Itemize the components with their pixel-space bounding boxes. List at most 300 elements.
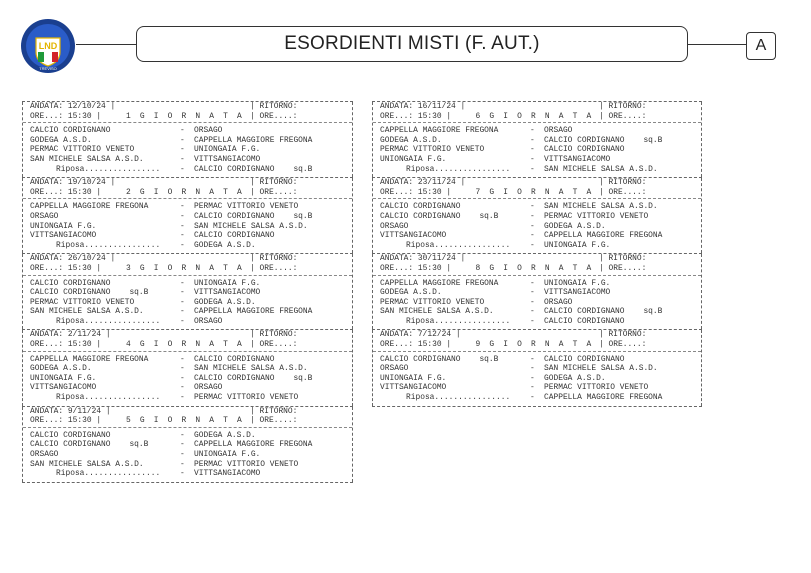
ore-label: ORE...: <box>380 263 414 273</box>
ritorno-label: RITORNO: <box>259 102 298 111</box>
away-team: GODEGA A.S.D. <box>544 373 606 383</box>
match-list <box>23 124 352 177</box>
ore-label: ORE...: <box>30 187 64 197</box>
match-row <box>23 231 352 241</box>
separator: | <box>460 102 466 111</box>
vs-dash: - <box>180 440 185 450</box>
ore-label: ORE...: <box>380 187 414 197</box>
separator: | <box>250 254 255 264</box>
separator: | <box>460 254 466 264</box>
home-team: SAN MICHELE SALSA A.S.D. <box>30 307 144 317</box>
round-block <box>22 101 353 177</box>
round-header-row-2 <box>373 188 701 198</box>
page-title <box>136 26 688 62</box>
home-team: VITTSANGIACOMO <box>30 383 97 393</box>
home-team: PERMAC VITTORIO VENETO <box>380 145 485 155</box>
separator: | <box>250 263 255 273</box>
group-badge <box>746 32 776 60</box>
round-time: 15:30 <box>67 111 92 121</box>
separator: | <box>599 263 604 273</box>
away-team: CAPPELLA MAGGIORE FREGONA <box>194 307 313 317</box>
vs-dash: - <box>180 307 185 317</box>
away-team: CAPPELLA MAGGIORE FREGONA <box>544 231 663 241</box>
vs-dash: - <box>530 383 535 393</box>
round-header-row-1 <box>23 178 352 188</box>
round-header-divider <box>23 427 352 428</box>
bye-row <box>23 469 352 479</box>
away-team: UNIONGAIA F.G. <box>194 278 261 288</box>
bye-label: Riposa................ <box>56 469 161 479</box>
match-row <box>23 155 352 165</box>
away-team: GODEGA A.S.D. <box>194 297 256 307</box>
round-header-row-1 <box>23 102 352 112</box>
bye-team: GODEGA A.S.D. <box>194 240 256 250</box>
away-team: SAN MICHELE SALSA A.S.D. <box>544 364 658 374</box>
match-row <box>373 298 701 308</box>
home-team: VITTSANGIACOMO <box>380 383 447 393</box>
bye-label: Riposa................ <box>56 316 161 326</box>
schedule-column-left <box>22 101 353 483</box>
vs-dash: - <box>180 164 185 174</box>
away-team: CALCIO CORDIGNANO <box>194 354 275 364</box>
vs-dash: - <box>530 354 535 364</box>
home-team: SAN MICHELE SALSA A.S.D. <box>30 154 144 164</box>
round-time: 15:30 <box>67 340 92 350</box>
round-header-divider <box>23 198 352 199</box>
match-row <box>373 364 701 374</box>
giornata-label: G I O R N A T A <box>139 111 244 121</box>
round-header-row-1 <box>23 330 352 340</box>
home-team: ORSAGO <box>30 211 59 221</box>
round-header-row-1 <box>23 254 352 264</box>
away-team: SAN MICHELE SALSA A.S.D. <box>544 202 658 212</box>
match-list <box>23 429 352 482</box>
match-list <box>373 124 701 177</box>
away-team: SAN MICHELE SALSA A.S.D. <box>194 221 308 231</box>
away-team: GODEGA A.S.D. <box>194 430 256 440</box>
ore-label: ORE...: <box>30 416 64 426</box>
vs-dash: - <box>180 135 185 145</box>
lnd-logo <box>20 18 76 74</box>
match-row <box>373 383 701 393</box>
ore-label: ORE...: <box>380 111 414 121</box>
bye-team: SAN MICHELE SALSA A.S.D. <box>544 164 658 174</box>
schedule-column-right <box>372 101 702 407</box>
separator: | <box>599 102 604 111</box>
match-row <box>373 212 701 222</box>
away-team: VITTSANGIACOMO <box>544 154 611 164</box>
bye-team: VITTSANGIACOMO <box>194 469 261 479</box>
match-row <box>23 383 352 393</box>
round-header-row-2 <box>23 188 352 198</box>
round-header-row-2 <box>23 264 352 274</box>
vs-dash: - <box>180 231 185 241</box>
vs-dash: - <box>530 211 535 221</box>
ritorno-label: RITORNO: <box>259 178 298 188</box>
away-team: CALCIO CORDIGNANO sq.B <box>544 307 663 317</box>
round-header-divider <box>23 351 352 352</box>
round-time: 15:30 <box>417 340 442 350</box>
andata-label: ANDATA: <box>30 254 64 264</box>
ore-label: ORE...: <box>30 111 64 121</box>
bye-label: Riposa................ <box>56 240 161 250</box>
giornata-label: G I O R N A T A <box>489 111 594 121</box>
bye-label: Riposa................ <box>56 164 161 174</box>
round-header-row-2 <box>373 340 701 350</box>
separator: | <box>599 254 604 264</box>
vs-dash: - <box>180 297 185 307</box>
separator: | <box>110 178 116 188</box>
away-team: CALCIO CORDIGNANO <box>544 354 625 364</box>
away-team: ORSAGO <box>544 126 573 136</box>
home-team: PERMAC VITTORIO VENETO <box>30 145 135 155</box>
home-team: VITTSANGIACOMO <box>380 231 447 241</box>
home-team: GODEGA A.S.D. <box>30 135 92 145</box>
bye-team: CALCIO CORDIGNANO sq.B <box>194 164 313 174</box>
bye-row <box>373 165 701 175</box>
group-letter: A <box>755 37 767 54</box>
ore-return-label: ORE....: <box>259 111 298 121</box>
bye-row <box>373 393 701 403</box>
away-team: VITTSANGIACOMO <box>194 288 261 298</box>
home-team: UNIONGAIA F.G. <box>30 373 97 383</box>
match-list <box>373 200 701 253</box>
away-team: CALCIO CORDIGNANO <box>544 145 625 155</box>
bye-label: Riposa................ <box>406 316 511 326</box>
vs-dash: - <box>180 354 185 364</box>
vs-dash: - <box>180 450 185 459</box>
match-row <box>23 279 352 289</box>
match-row <box>23 460 352 470</box>
round-header-row-1 <box>23 407 352 417</box>
separator: | <box>250 187 255 197</box>
round-number: 7 <box>475 187 483 197</box>
match-row <box>23 440 352 450</box>
vs-dash: - <box>530 373 535 383</box>
andata-label: ANDATA: <box>30 330 64 340</box>
giornata-label: G I O R N A T A <box>139 263 244 273</box>
vs-dash: - <box>530 316 535 326</box>
away-team: UNIONGAIA F.G. <box>194 145 261 155</box>
separator: | <box>250 340 255 350</box>
ritorno-label: RITORNO: <box>259 254 298 264</box>
away-team: ORSAGO <box>194 126 223 136</box>
home-team: CALCIO CORDIGNANO sq.B <box>380 354 499 364</box>
page-title-text: ESORDIENTI MISTI (F. AUT.) <box>284 33 540 54</box>
vs-dash: - <box>530 221 535 231</box>
home-team: UNIONGAIA F.G. <box>380 154 447 164</box>
away-team: CAPPELLA MAGGIORE FREGONA <box>194 135 313 145</box>
svg-text:LND: LND <box>38 41 58 51</box>
separator: | <box>599 178 604 188</box>
andata-label: ANDATA: <box>380 102 414 111</box>
match-list <box>373 277 701 330</box>
vs-dash: - <box>180 202 185 212</box>
away-team: PERMAC VITTORIO VENETO <box>194 459 299 469</box>
round-block <box>372 177 702 253</box>
round-date: 30/11/24 <box>417 254 456 264</box>
ore-return-label: ORE....: <box>608 340 647 350</box>
separator: | <box>446 187 452 197</box>
andata-label: ANDATA: <box>380 178 414 188</box>
vs-dash: - <box>180 469 185 479</box>
round-date: 2/11/24 <box>67 330 102 340</box>
round-block <box>372 101 702 177</box>
andata-label: ANDATA: <box>380 254 414 264</box>
vs-dash: - <box>180 126 185 136</box>
vs-dash: - <box>530 240 535 250</box>
match-row <box>373 155 701 165</box>
round-number: 9 <box>475 340 483 350</box>
match-row <box>23 288 352 298</box>
bye-row <box>373 241 701 251</box>
bye-label: Riposa................ <box>406 164 511 174</box>
vs-dash: - <box>180 278 185 288</box>
round-header-row-1 <box>373 254 701 264</box>
match-list <box>23 277 352 330</box>
match-row <box>23 307 352 317</box>
away-team: ORSAGO <box>544 297 573 307</box>
away-team: CALCIO CORDIGNANO <box>194 231 275 241</box>
vs-dash: - <box>180 211 185 221</box>
home-team: GODEGA A.S.D. <box>380 288 442 298</box>
round-time: 15:30 <box>417 187 442 197</box>
round-header-divider <box>373 198 701 199</box>
round-date: 7/12/24 <box>417 330 452 340</box>
round-header-row-2 <box>23 112 352 122</box>
away-team: UNIONGAIA F.G. <box>194 450 261 459</box>
round-date: 12/10/24 <box>67 102 106 111</box>
separator: | <box>105 406 111 416</box>
round-header-row-2 <box>373 264 701 274</box>
home-team: PERMAC VITTORIO VENETO <box>30 297 135 307</box>
round-time: 15:30 <box>67 187 92 197</box>
away-team: CALCIO CORDIGNANO sq.B <box>194 373 313 383</box>
vs-dash: - <box>180 430 185 440</box>
match-row <box>23 136 352 146</box>
match-row <box>373 202 701 212</box>
away-team: VITTSANGIACOMO <box>194 154 261 164</box>
separator: | <box>599 187 604 197</box>
round-header-row-1 <box>373 102 701 112</box>
giornata-label: G I O R N A T A <box>489 187 594 197</box>
bye-team: UNIONGAIA F.G. <box>544 240 611 250</box>
round-block <box>22 329 353 405</box>
match-row <box>373 279 701 289</box>
home-team: CALCIO CORDIGNANO <box>30 126 111 136</box>
away-team: PERMAC VITTORIO VENETO <box>544 383 649 393</box>
home-team: CALCIO CORDIGNANO <box>30 278 111 288</box>
round-date: 9/11/24 <box>67 406 102 416</box>
separator: | <box>250 178 255 188</box>
round-time: 15:30 <box>67 263 92 273</box>
round-header-row-2 <box>373 112 701 122</box>
vs-dash: - <box>530 307 535 317</box>
vs-dash: - <box>530 393 535 403</box>
ore-return-label: ORE....: <box>608 263 647 273</box>
round-number: 5 <box>126 416 133 426</box>
round-block <box>22 177 353 253</box>
vs-dash: - <box>530 164 535 174</box>
bye-team: CAPPELLA MAGGIORE FREGONA <box>544 393 663 403</box>
match-row <box>23 364 352 374</box>
ritorno-label: RITORNO: <box>259 330 298 340</box>
ore-return-label: ORE....: <box>259 416 298 426</box>
match-row <box>23 355 352 365</box>
separator: | <box>96 111 102 121</box>
ore-return-label: ORE....: <box>259 263 298 273</box>
home-team: GODEGA A.S.D. <box>30 364 92 374</box>
match-row <box>23 298 352 308</box>
match-row <box>373 222 701 232</box>
home-team: SAN MICHELE SALSA A.S.D. <box>380 307 494 317</box>
match-list <box>373 353 701 406</box>
vs-dash: - <box>180 393 185 403</box>
ritorno-label: RITORNO: <box>608 102 647 111</box>
separator: | <box>96 340 102 350</box>
home-team: ORSAGO <box>30 450 59 459</box>
bye-label: Riposa................ <box>406 240 511 250</box>
match-list <box>23 353 352 406</box>
match-row <box>373 136 701 146</box>
match-row <box>23 431 352 441</box>
svg-text:TREVISO: TREVISO <box>39 66 57 71</box>
round-time: 15:30 <box>67 416 92 426</box>
away-team: PERMAC VITTORIO VENETO <box>544 211 649 221</box>
separator: | <box>96 416 102 426</box>
away-team: PERMAC VITTORIO VENETO <box>194 202 299 212</box>
home-team: GODEGA A.S.D. <box>380 135 442 145</box>
ritorno-label: RITORNO: <box>608 330 647 340</box>
vs-dash: - <box>530 364 535 374</box>
bye-label: Riposa................ <box>56 393 161 403</box>
vs-dash: - <box>530 297 535 307</box>
vs-dash: - <box>530 135 535 145</box>
ore-return-label: ORE....: <box>259 187 298 197</box>
vs-dash: - <box>180 364 185 374</box>
round-header-divider <box>373 122 701 123</box>
vs-dash: - <box>530 288 535 298</box>
away-team: ORSAGO <box>194 383 223 393</box>
match-row <box>373 288 701 298</box>
vs-dash: - <box>180 240 185 250</box>
bye-row <box>23 317 352 327</box>
vs-dash: - <box>530 231 535 241</box>
away-team: VITTSANGIACOMO <box>544 288 611 298</box>
ore-return-label: ORE....: <box>608 111 647 121</box>
round-header-divider <box>373 351 701 352</box>
separator: | <box>250 416 255 426</box>
round-number: 8 <box>475 263 483 273</box>
separator: | <box>599 340 604 350</box>
round-time: 15:30 <box>417 111 442 121</box>
home-team: SAN MICHELE SALSA A.S.D. <box>30 459 144 469</box>
home-team: CAPPELLA MAGGIORE FREGONA <box>30 354 149 364</box>
round-block <box>22 253 353 329</box>
round-date: 19/10/24 <box>67 178 106 188</box>
header-rule-left <box>76 44 136 45</box>
bye-team: ORSAGO <box>194 316 223 326</box>
separator: | <box>96 187 102 197</box>
separator: | <box>250 406 255 416</box>
separator: | <box>250 102 255 111</box>
away-team: GODEGA A.S.D. <box>544 221 606 231</box>
round-date: 16/11/24 <box>417 102 456 111</box>
home-team: CAPPELLA MAGGIORE FREGONA <box>380 126 499 136</box>
round-date: 23/11/24 <box>417 178 456 188</box>
giornata-label: G I O R N A T A <box>139 340 244 350</box>
round-header-divider <box>23 275 352 276</box>
match-row <box>373 307 701 317</box>
round-header-row-2 <box>23 416 352 426</box>
separator: | <box>110 254 116 264</box>
vs-dash: - <box>180 316 185 326</box>
separator: | <box>446 263 452 273</box>
andata-label: ANDATA: <box>380 330 414 340</box>
home-team: CAPPELLA MAGGIORE FREGONA <box>30 202 149 212</box>
home-team: CALCIO CORDIGNANO <box>30 430 111 440</box>
round-number: 2 <box>126 187 133 197</box>
home-team: VITTSANGIACOMO <box>30 231 97 241</box>
separator: | <box>110 102 116 111</box>
bye-label: Riposa................ <box>406 393 511 403</box>
round-block <box>22 406 353 482</box>
away-team: CALCIO CORDIGNANO sq.B <box>544 135 663 145</box>
vs-dash: - <box>180 383 185 393</box>
separator: | <box>96 263 102 273</box>
away-team: UNIONGAIA F.G. <box>544 278 611 288</box>
giornata-label: G I O R N A T A <box>489 340 594 350</box>
column-bottom-border <box>372 406 702 407</box>
home-team: CALCIO CORDIGNANO <box>380 202 461 212</box>
round-header-row-2 <box>23 340 352 350</box>
ore-label: ORE...: <box>30 340 64 350</box>
andata-label: ANDATA: <box>30 102 64 111</box>
home-team: ORSAGO <box>380 364 409 374</box>
andata-label: ANDATA: <box>30 178 64 188</box>
ore-label: ORE...: <box>30 263 64 273</box>
separator: | <box>250 330 255 340</box>
home-team: PERMAC VITTORIO VENETO <box>380 297 485 307</box>
round-block <box>372 253 702 329</box>
ore-return-label: ORE....: <box>259 340 298 350</box>
ritorno-label: RITORNO: <box>608 178 647 188</box>
match-row <box>23 202 352 212</box>
vs-dash: - <box>180 459 185 469</box>
home-team: CAPPELLA MAGGIORE FREGONA <box>380 278 499 288</box>
separator: | <box>446 340 452 350</box>
round-date: 26/10/24 <box>67 254 106 264</box>
separator: | <box>446 111 452 121</box>
round-header-divider <box>23 122 352 123</box>
header-rule-right <box>688 44 746 45</box>
vs-dash: - <box>180 288 185 298</box>
vs-dash: - <box>530 145 535 155</box>
match-row <box>373 145 701 155</box>
giornata-label: G I O R N A T A <box>139 416 244 426</box>
bye-team: CALCIO CORDIGNANO <box>544 316 625 326</box>
match-row <box>23 374 352 384</box>
bye-row <box>23 241 352 251</box>
round-header-divider <box>373 275 701 276</box>
round-number: 6 <box>475 111 483 121</box>
round-number: 4 <box>126 340 133 350</box>
giornata-label: G I O R N A T A <box>139 187 244 197</box>
ritorno-label: RITORNO: <box>608 254 647 264</box>
bye-row <box>23 393 352 403</box>
home-team: UNIONGAIA F.G. <box>30 221 97 231</box>
match-row <box>373 355 701 365</box>
